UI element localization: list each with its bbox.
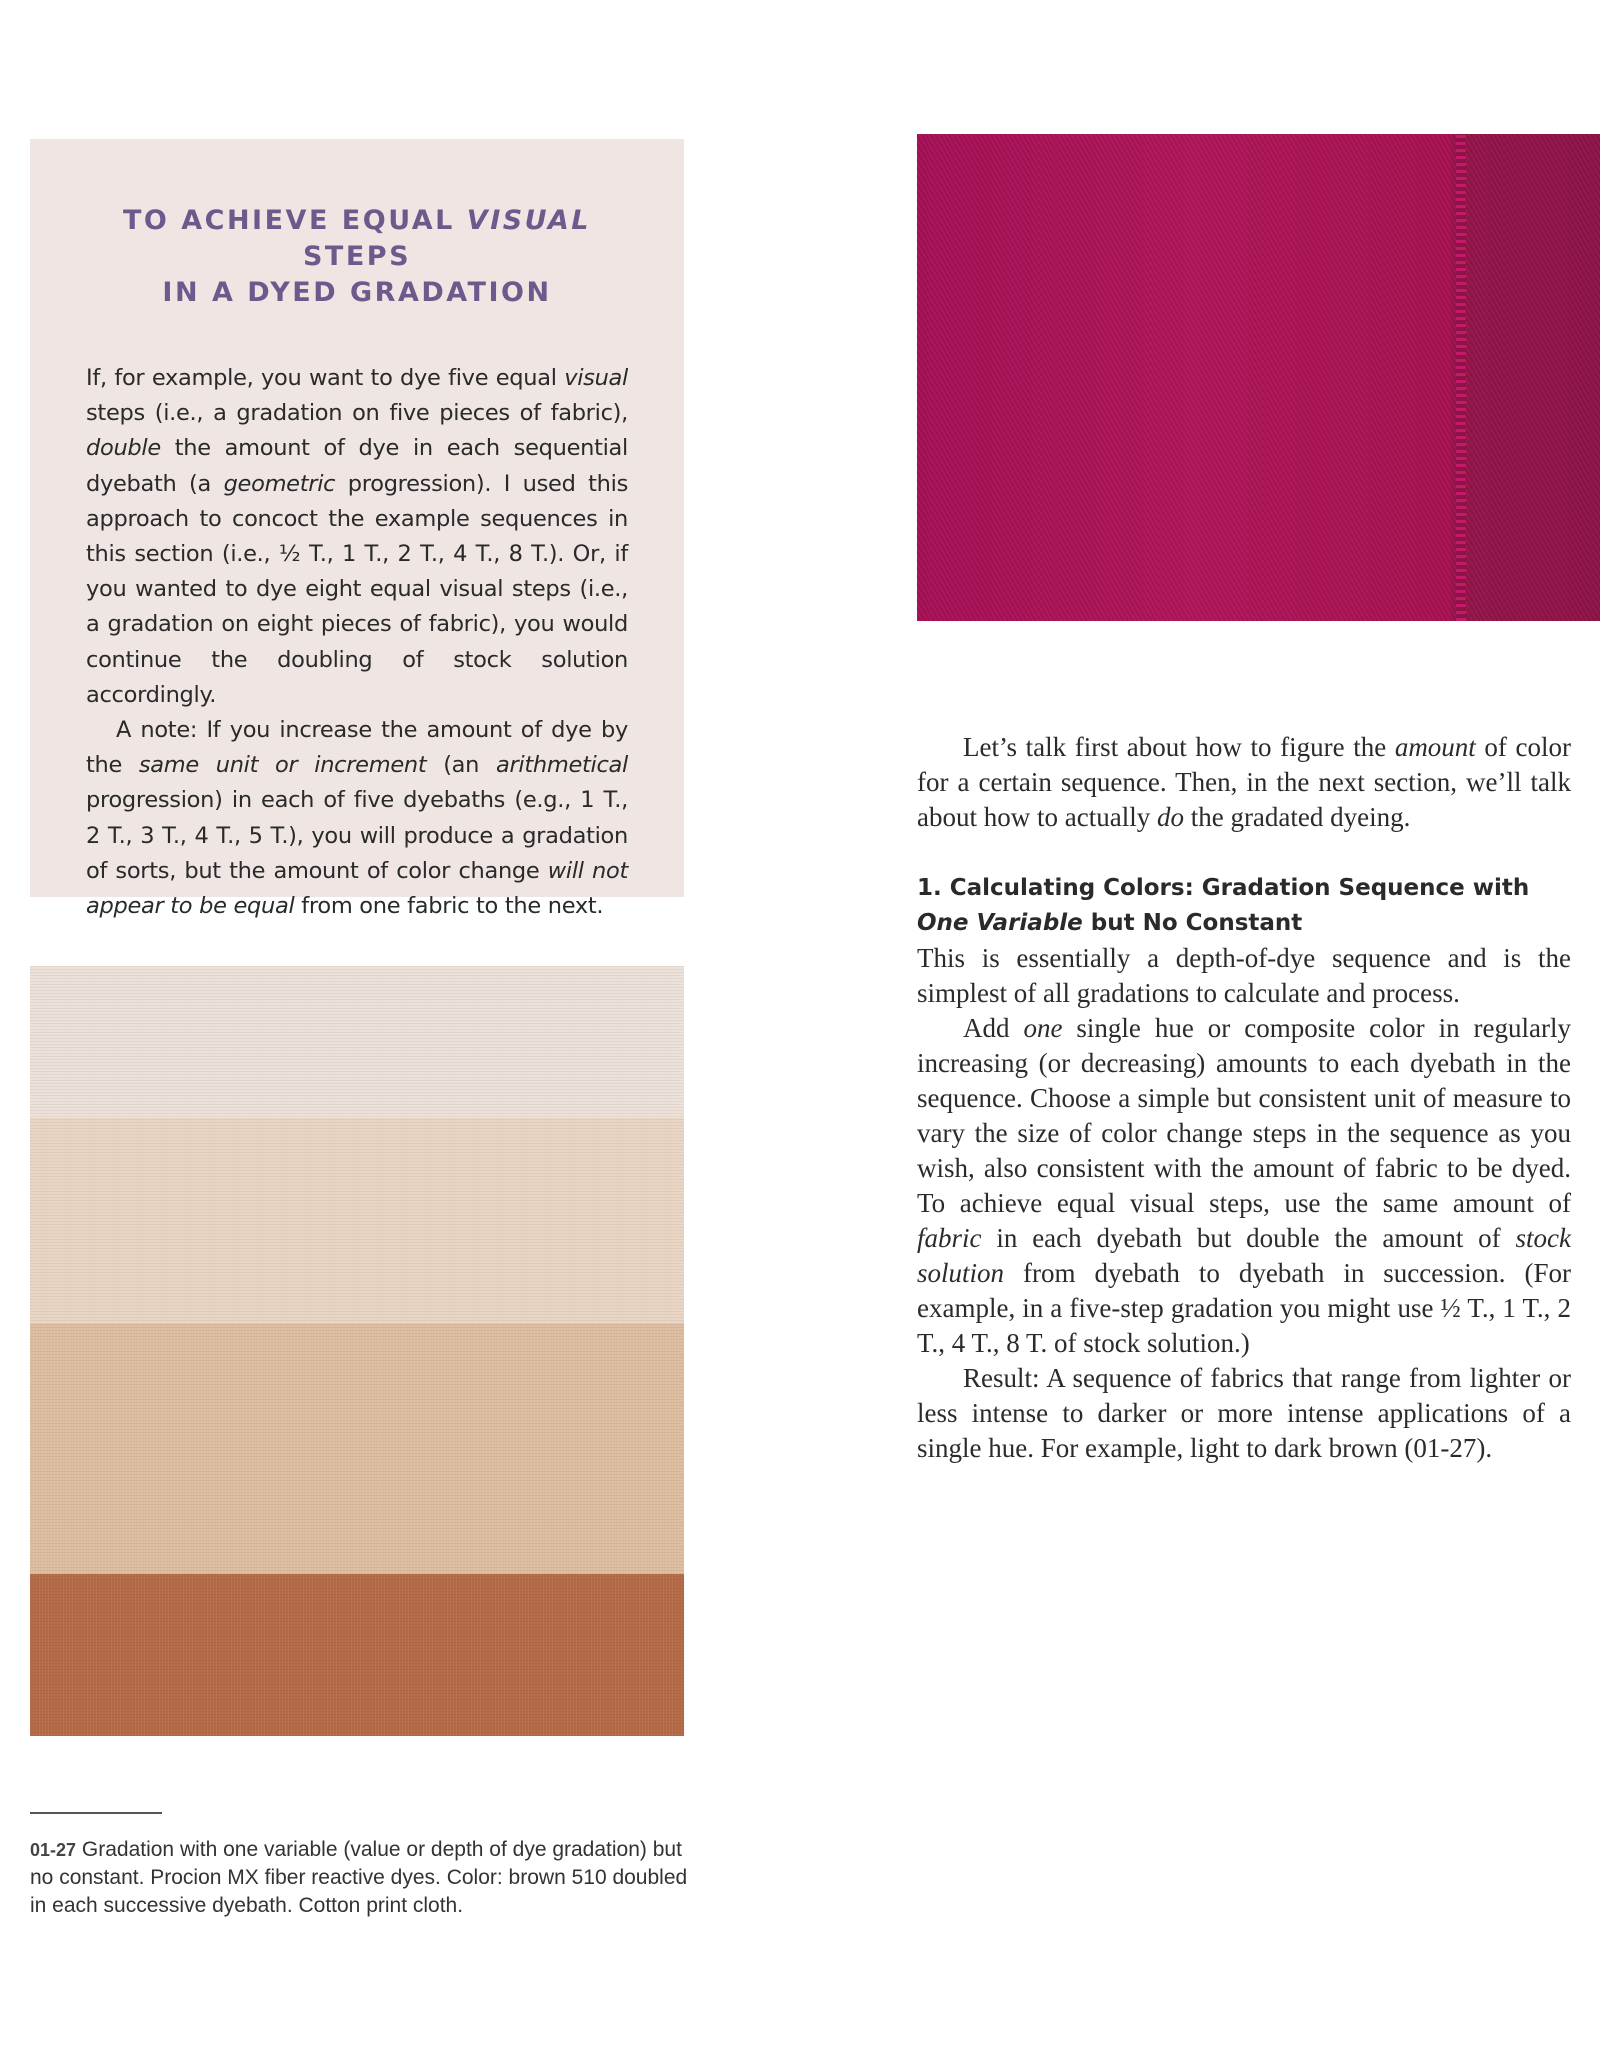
text-run: This is essentially a depth-of-dye sequence and is the simplest of all gradations to calculate and process. (917, 943, 1571, 1008)
fabric-strip-2 (30, 1118, 684, 1336)
emphasis-text: do (1156, 802, 1184, 832)
sidebar-title-emphasis: VISUAL (466, 205, 591, 236)
text-run: (an (426, 752, 496, 779)
text-run: steps (i.e., a gradation on five pieces of fabric), (86, 400, 628, 427)
text-run: Result: A sequence of fabrics that range from lighter or less intense to darker or more intense applications of a single hue. For example, light to dark brown (01-27). (917, 1363, 1571, 1463)
emphasis-text: stock solution (917, 1223, 1571, 1288)
text-run: progression) in each of five dyebaths (e.g., 1 T., 2 T., 3 T., 4 T., 5 T.), you will produce a gradation of sorts, but the amount of color change (86, 787, 628, 884)
section-heading-text: but No Constant (1082, 910, 1303, 936)
section-heading-text: 1. Calculating Colors: Gradation Sequence with (917, 875, 1530, 901)
body-text (917, 941, 1571, 1466)
sidebar-body (86, 361, 628, 924)
text-run: Add (963, 1013, 1024, 1043)
sidebar-title-text: TO ACHIEVE EQUAL (122, 205, 467, 236)
caption-number: 01-27 (30, 1840, 77, 1860)
sidebar-paragraph-2 (86, 713, 628, 924)
text-run: Let’s talk first about how to figure the (963, 732, 1395, 762)
text-run: single hue or composite color in regularly increasing (or decreasing) amounts to each dyebath in the sequence. Choose a simple but consistent unit of measure to vary the size of color change steps in the sequence as you wish, also consistent with the amount of fabric to be dyed. To achieve equal visual steps, use the same amount of (917, 1013, 1571, 1218)
intro-text (917, 730, 1571, 835)
caption-text: Gradation with one variable (value or depth of dye gradation) but no constant. Procion MX fiber reactive dyes. Color: brown 510 doubled in each successive dyebath. Cotton print cloth. (30, 1838, 688, 1917)
text-run: the amount of dye in each sequential dyebath (a (86, 435, 628, 497)
emphasis-text: same unit or increment (138, 752, 427, 779)
body-paragraph-2 (917, 1011, 1571, 1361)
sidebar-box (30, 139, 684, 920)
fabric-strip-3 (30, 1324, 684, 1586)
sidebar-title-line2: IN A DYED GRADATION (162, 277, 552, 308)
emphasis-text: geometric (223, 470, 336, 497)
caption-rule (30, 1812, 162, 1814)
text-run: in each dyebath but double the amount of (981, 1223, 1516, 1253)
section-heading-emphasis: One Variable (917, 910, 1083, 936)
emphasis-text: double (86, 435, 161, 462)
sidebar-paragraph-1 (86, 361, 628, 713)
text-run: If, for example, you want to dye five equal (86, 365, 565, 391)
text-run: of color for a certain sequence. Then, in the next section, we’ll talk about how to actually (917, 732, 1572, 832)
text-run: from dyebath to dyebath in succession. (For example, in a five-step gradation you might use ½ T., 1 T., 2 T., 4 T., 8 T. of stock solution.) (917, 1258, 1571, 1358)
fabric-strip-1 (30, 966, 684, 1132)
magenta-fabric-fray-edge (1456, 134, 1466, 621)
emphasis-text: fabric (917, 1223, 982, 1253)
sidebar-title-text: STEPS (302, 241, 412, 272)
figure-caption (30, 1836, 690, 1920)
body-paragraph-1 (917, 941, 1571, 1011)
intro-paragraph (917, 730, 1571, 835)
text-run: from one fabric to the next. (294, 893, 604, 920)
sidebar-title (86, 203, 628, 311)
emphasis-text: amount (1394, 732, 1476, 762)
text-run: A note: If you increase the amount of dye by the (86, 717, 628, 779)
text-run: progression). I used this approach to concoct the example sequences in this section (i.e., ½ T., 1 T., 2 T., 4 T., 8 T.). Or, if you wanted to dye eight equal visual steps (i.e., a gradation on eight pieces of fabric), you would continue the doubling of stock solution accordingly. (86, 470, 628, 708)
emphasis-text: visual (564, 365, 628, 391)
fabric-strip-4 (30, 1574, 684, 1736)
body-paragraph-3 (917, 1361, 1571, 1466)
text-run: the gradated dyeing. (1183, 802, 1411, 832)
section-heading (917, 871, 1571, 941)
emphasis-text: arithmetical (495, 752, 628, 779)
magenta-fabric-swatch (917, 134, 1600, 621)
emphasis-text: will not appear to be equal (86, 857, 628, 920)
emphasis-text: one (1023, 1013, 1063, 1043)
